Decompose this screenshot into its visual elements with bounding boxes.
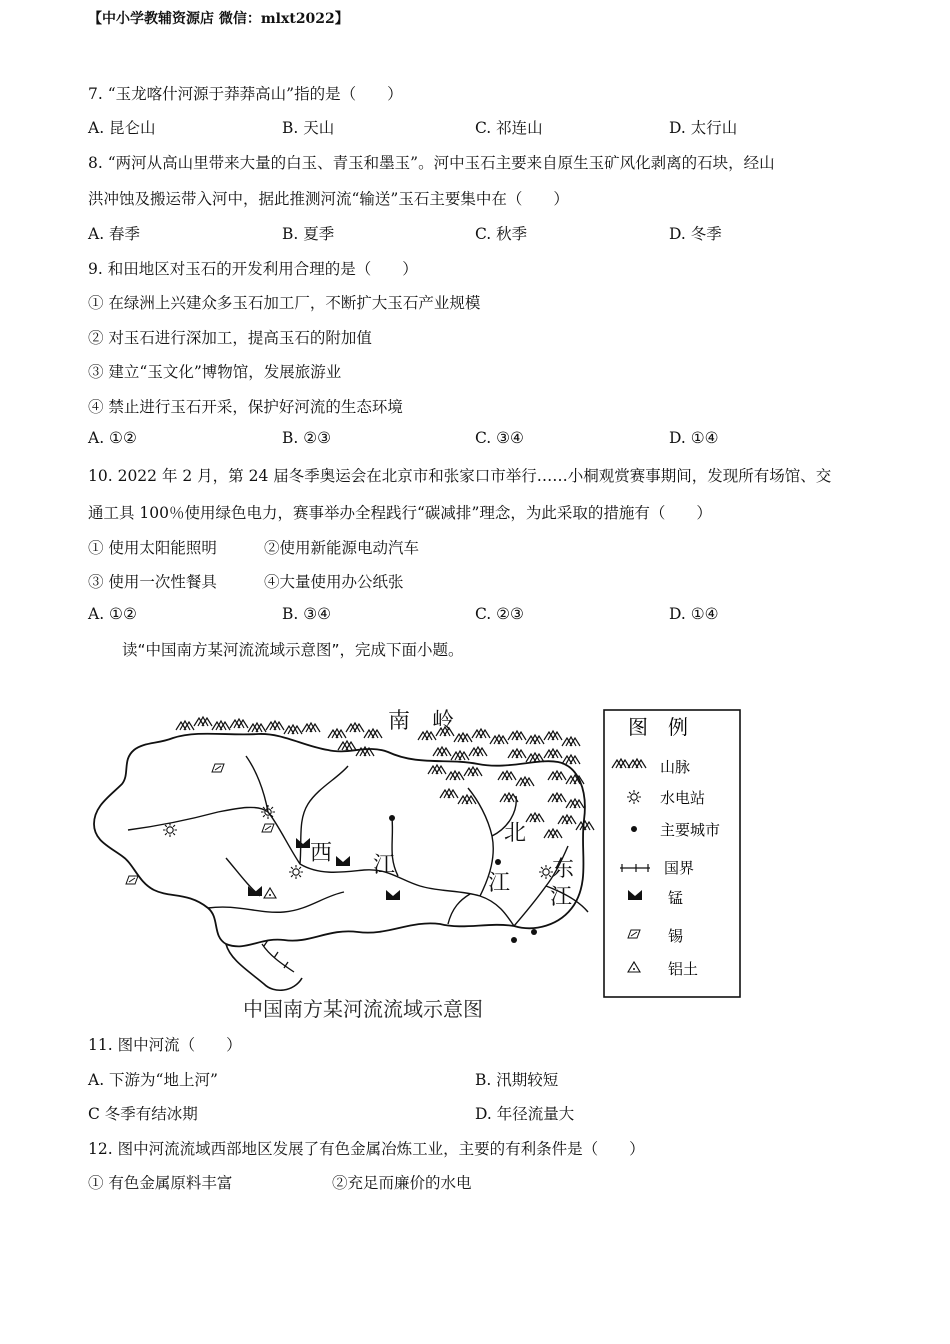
q9-option-d: D. ①④	[669, 429, 719, 447]
q11-stem: 11. 图中河流（ ）	[88, 1036, 242, 1054]
q10-item-4: ④大量使用办公纸张	[264, 573, 404, 591]
q7-option-d: D. 太行山	[669, 119, 738, 137]
q10-option-b: B. ③④	[282, 605, 332, 623]
label-bei: 北	[504, 821, 527, 846]
map-caption: 中国南方某河流流域示意图	[243, 997, 483, 1021]
river-basin-map	[88, 700, 748, 1025]
q10-option-a: A. ①②	[88, 605, 137, 623]
q11-option-c: C 冬季有结冰期	[88, 1105, 198, 1123]
q9-item-4: ④ 禁止进行玉石开采，保护好河流的生态环境	[88, 398, 403, 416]
q10-line1: 10. 2022 年 2 月，第 24 届冬季奥运会在北京市和张家口市举行……小桐观赏赛事期间，发现所有场馆、交	[88, 467, 832, 485]
legend-item-hydropower: 水电站	[660, 789, 706, 807]
q7-option-a: A. 昆仑山	[88, 119, 156, 137]
q10-option-d: D. ①④	[669, 605, 719, 623]
q8-option-c: C. 秋季	[475, 225, 528, 243]
q11-option-b: B. 汛期较短	[475, 1071, 559, 1089]
legend-item-bauxite: 铝土	[668, 960, 699, 978]
q10-option-c: C. ②③	[475, 605, 524, 623]
q9-item-3: ③ 建立“玉文化”博物馆，发展旅游业	[88, 363, 342, 381]
legend-title: 图 例	[628, 715, 688, 739]
q9-stem: 9. 和田地区对玉石的开发利用合理的是（ ）	[88, 260, 418, 278]
q11-option-d: D. 年径流量大	[475, 1105, 575, 1123]
q10-line2: 通工具 100％使用绿色电力，赛事举办全程践行“碳减排”理念，为此采取的措施有（ ）	[88, 504, 712, 522]
map-intro: 读“中国南方某河流流域示意图”，完成下面小题。	[122, 641, 464, 659]
legend-item-mountain: 山脉	[660, 758, 691, 776]
q12-item-2: ②充足而廉价的水电	[332, 1174, 472, 1192]
q7-option-c: C. 祁连山	[475, 119, 543, 137]
q8-option-a: A. 春季	[88, 225, 141, 243]
q9-item-1: ① 在绿洲上兴建众多玉石加工厂，不断扩大玉石产业规模	[88, 294, 481, 312]
q7-option-b: B. 天山	[282, 119, 335, 137]
map-legend	[604, 710, 740, 997]
label-jiang-1: 江	[373, 853, 396, 878]
q8-option-d: D. 冬季	[669, 225, 722, 243]
label-dong: 东	[552, 857, 575, 882]
q8-option-b: B. 夏季	[282, 225, 335, 243]
q10-item-1: ① 使用太阳能照明	[88, 539, 217, 557]
q10-item-3: ③ 使用一次性餐具	[88, 573, 217, 591]
q12-stem: 12. 图中河流流域西部地区发展了有色金属冶炼工业，主要的有利条件是（ ）	[88, 1140, 645, 1158]
q10-item-2: ②使用新能源电动汽车	[264, 539, 420, 557]
label-xi: 西	[310, 841, 333, 866]
page-header: 【中小学教辅资源店 微信：mlxt2022】	[88, 11, 349, 27]
q8-line1: 8. “两河从高山里带来大量的白玉、青玉和墨玉”。河中玉石主要来自原生玉矿风化剥离的石块，经山	[88, 154, 775, 172]
q12-item-1: ① 有色金属原料丰富	[88, 1174, 233, 1192]
legend-item-tin: 锡	[668, 927, 684, 945]
q8-line2: 洪冲蚀及搬运带入河中，据此推测河流“输送”玉石主要集中在（ ）	[88, 190, 569, 208]
legend-item-border: 国界	[664, 859, 695, 877]
label-jiang-3: 江	[550, 885, 573, 910]
legend-item-manganese: 锰	[668, 889, 684, 907]
q9-option-b: B. ②③	[282, 429, 332, 447]
q9-item-2: ② 对玉石进行深加工，提高玉石的附加值	[88, 329, 372, 347]
q7-stem: 7. “玉龙喀什河源于莽莽高山”指的是（ ）	[88, 85, 403, 103]
q9-option-c: C. ③④	[475, 429, 524, 447]
q9-option-a: A. ①②	[88, 429, 137, 447]
label-nanling: 南 岭	[388, 709, 455, 734]
label-jiang-2: 江	[488, 871, 511, 896]
q11-option-a: A. 下游为“地上河”	[88, 1071, 218, 1089]
legend-item-city: 主要城市	[660, 821, 721, 839]
